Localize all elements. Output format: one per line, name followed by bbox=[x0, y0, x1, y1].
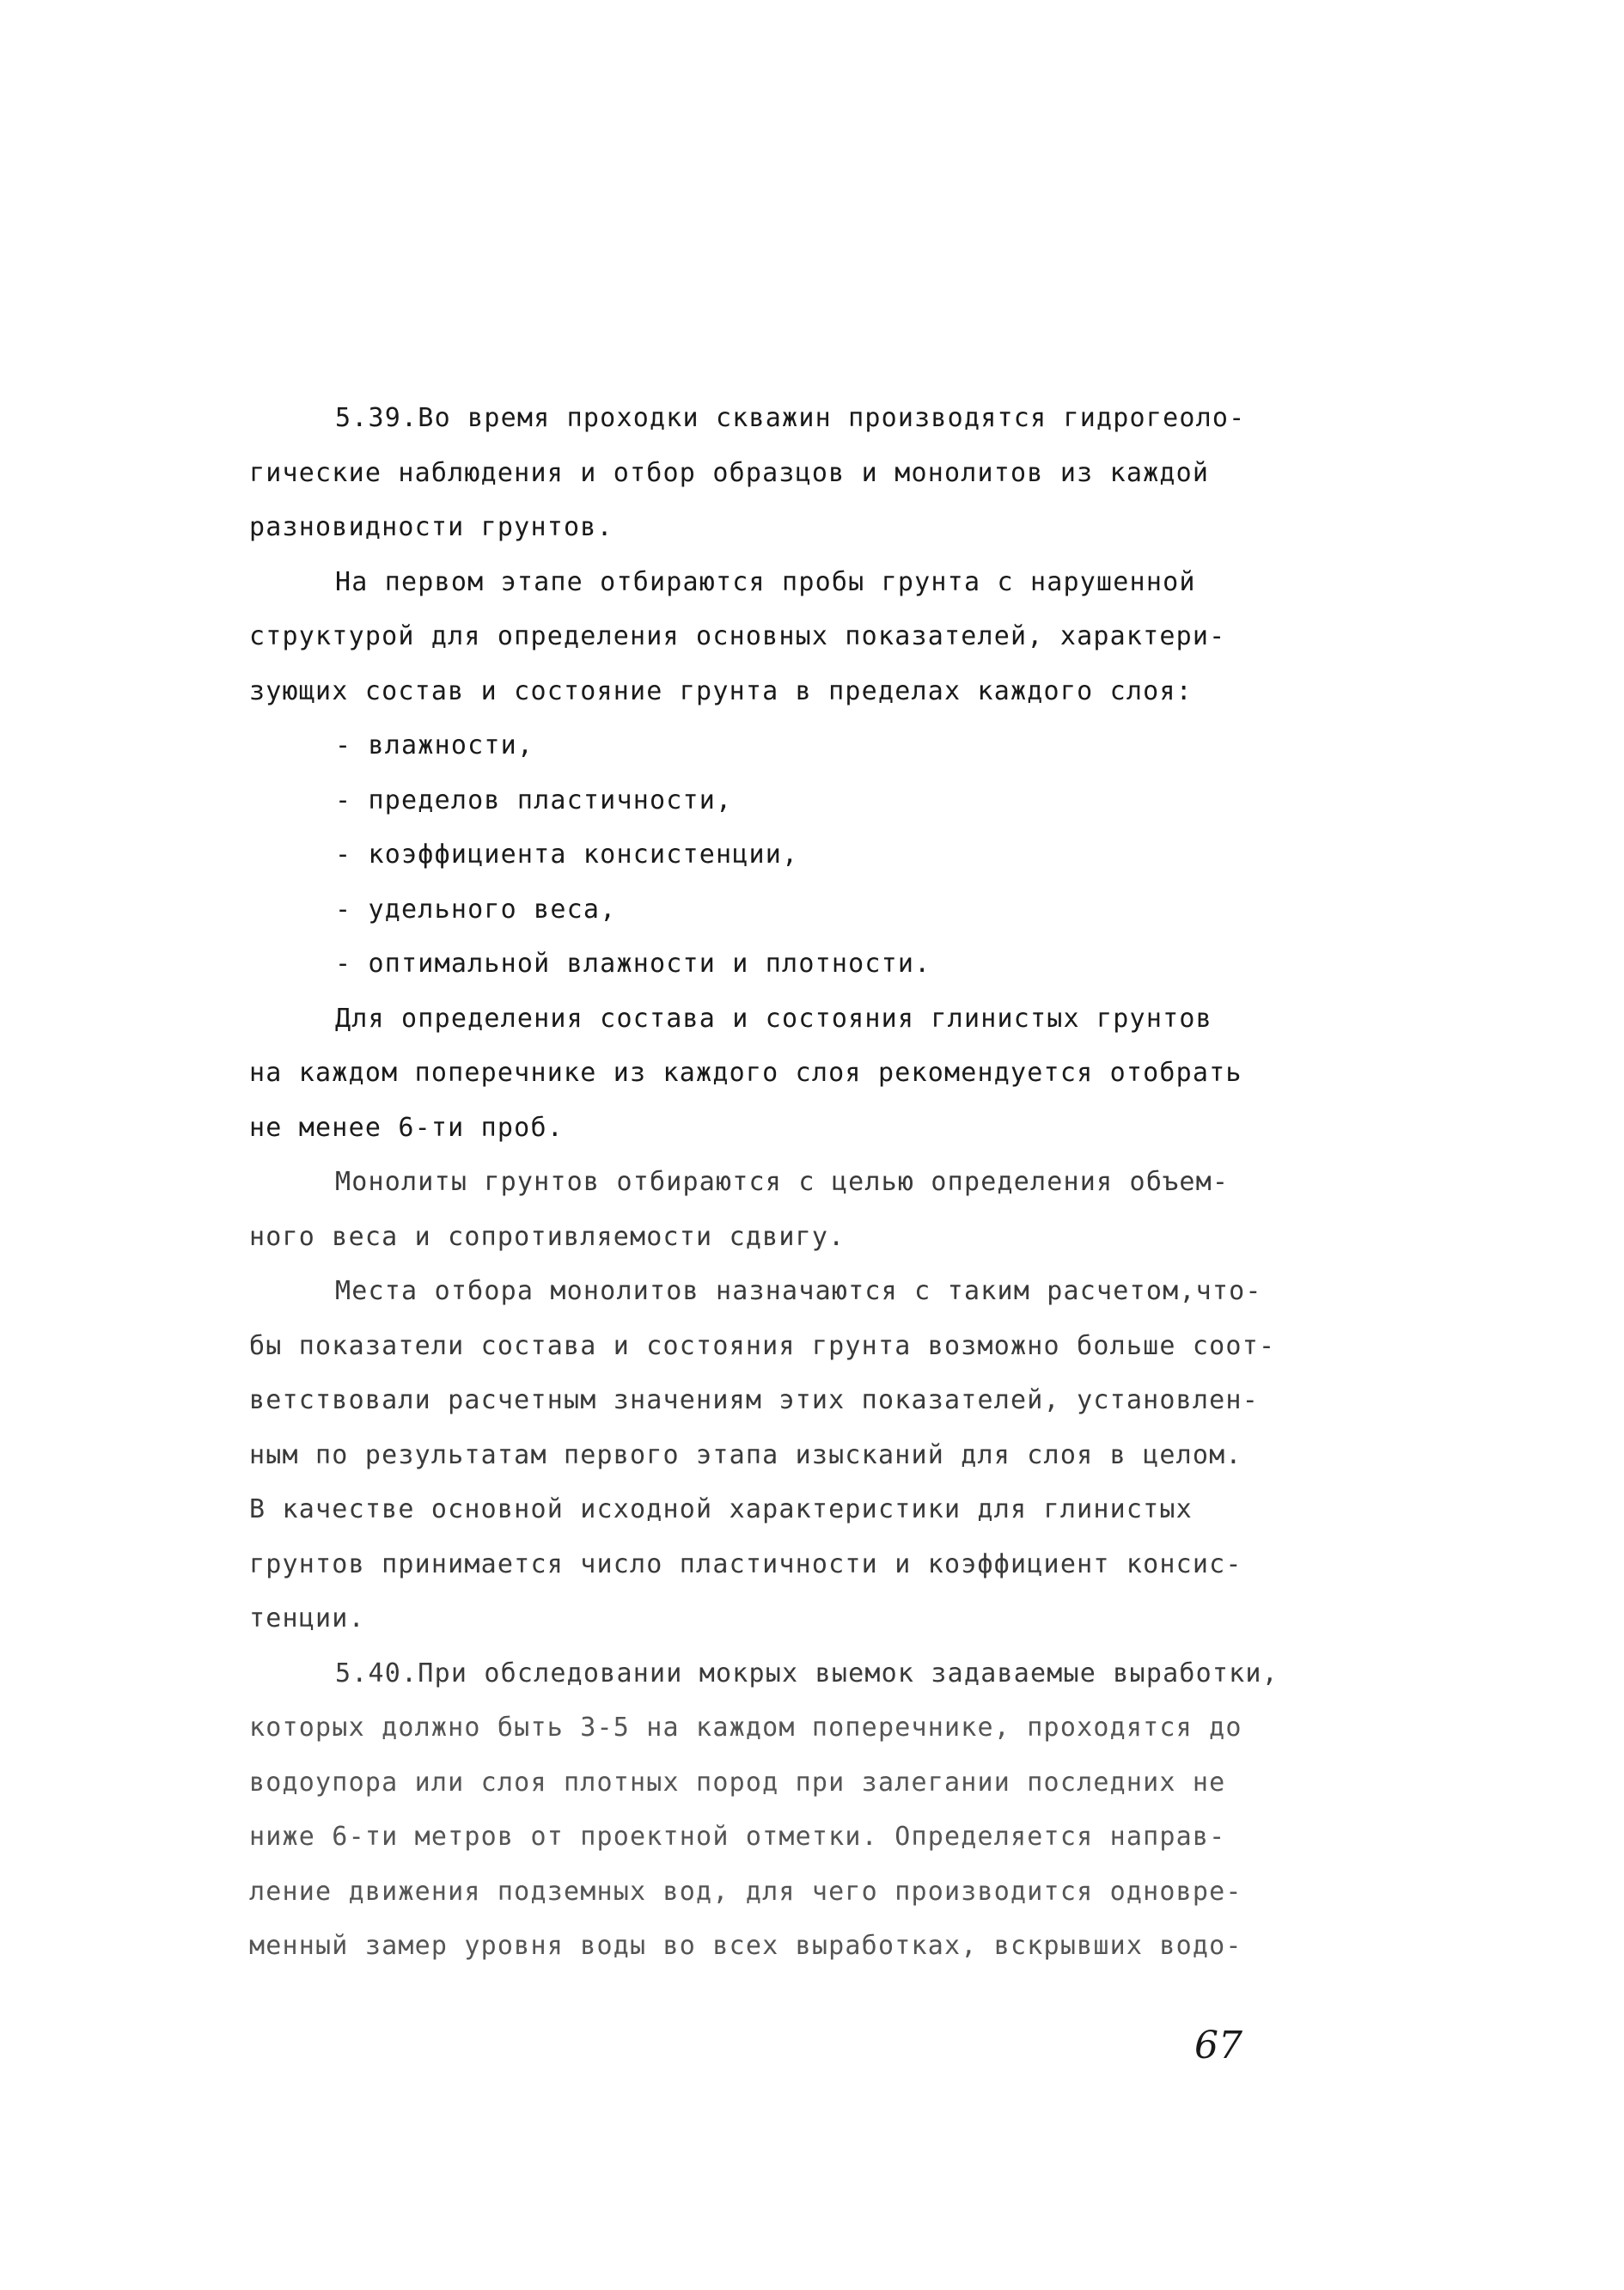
text-line: ным по результатам первого этапа изысканий для слоя в целом. bbox=[249, 1439, 1242, 1470]
text-line: 5.39.Во время проходки скважин производятся гидрогеоло- bbox=[335, 403, 1246, 433]
text-line: водоупора или слоя плотных пород при залегании последних не bbox=[249, 1767, 1226, 1798]
text-line: ниже 6-ти метров от проектной отметки. Определяется направ- bbox=[249, 1822, 1226, 1852]
text-line: ного веса и сопротивляемости сдвигу. bbox=[249, 1221, 846, 1252]
text-line: Монолиты грунтов отбираются с целью определения объем- bbox=[335, 1167, 1230, 1197]
text-line: бы показатели состава и состояния грунта возможно больше соот- bbox=[249, 1330, 1276, 1361]
text-line: менный замер уровня воды во всех выработках, вскрывших водо- bbox=[249, 1931, 1242, 1961]
text-line: структурой для определения основных показателей, характери- bbox=[249, 621, 1226, 651]
text-line: грунтов принимается число пластичности и коэффициент консис- bbox=[249, 1548, 1242, 1579]
text-line: 5.40.При обследовании мокрых выемок задаваемые выработки, bbox=[335, 1658, 1279, 1688]
text-line: тенции. bbox=[249, 1603, 365, 1634]
text-line: Для определения состава и состояния глинистых грунтов bbox=[335, 1003, 1212, 1034]
list-item: - влажности, bbox=[335, 730, 534, 760]
list-item: - оптимальной влажности и плотности. bbox=[335, 949, 931, 979]
text-line: ление движения подземных вод, для чего производится одновре- bbox=[249, 1876, 1242, 1907]
text-line: на каждом поперечнике из каждого слоя рекомендуется отобрать bbox=[249, 1058, 1242, 1088]
text-line: гические наблюдения и отбор образцов и монолитов из каждой bbox=[249, 457, 1210, 488]
text-line: ветствовали расчетным значениям этих показателей, установлен- bbox=[249, 1385, 1259, 1415]
body-text bbox=[249, 391, 1323, 1974]
list-item: - удельного веса, bbox=[335, 894, 617, 925]
text-line: На первом этапе отбираются пробы грунта с нарушенной bbox=[335, 566, 1196, 597]
text-line: не менее 6-ти проб. bbox=[249, 1112, 564, 1143]
text-line: которых должно быть 3-5 на каждом поперечнике, проходятся до bbox=[249, 1713, 1242, 1743]
text-line: зующих состав и состояние грунта в пределах каждого слоя: bbox=[249, 675, 1193, 706]
list-item: - коэффициента консистенции, bbox=[335, 840, 799, 870]
list-item: - пределов пластичности, bbox=[335, 785, 733, 815]
text-line: Места отбора монолитов назначаются с таким расчетом,что- bbox=[335, 1276, 1262, 1306]
page-number: 67 bbox=[1194, 2024, 1242, 2067]
text-line: В качестве основной исходной характеристики для глинистых bbox=[249, 1494, 1193, 1524]
text-line: разновидности грунтов. bbox=[249, 512, 614, 542]
